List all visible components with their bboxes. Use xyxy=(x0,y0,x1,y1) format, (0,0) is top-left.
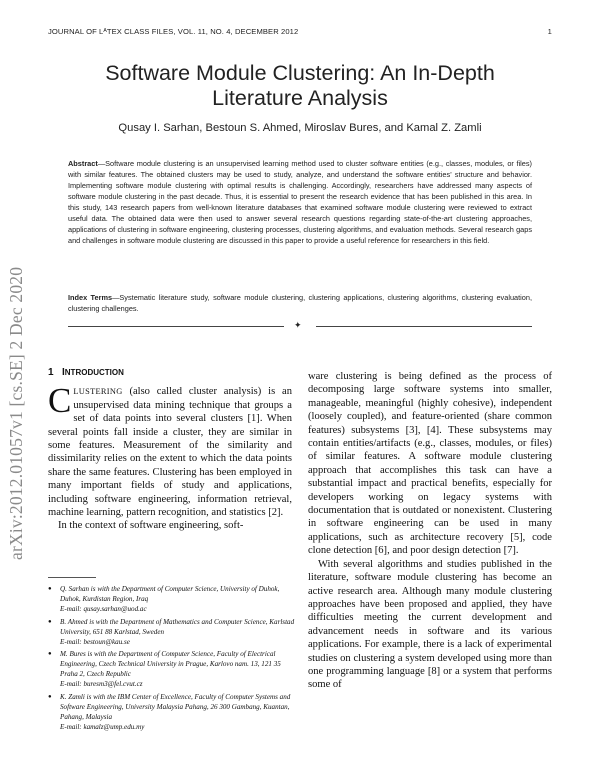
footnote-text: K. Zamli is with the IBM Center of Excellence, Faculty of Computer Systems and Software Engineering, University Malaysia Pahang, 26 300 Gambang, Kuantan, Pahang, Malaysia xyxy=(60,693,291,721)
index-terms-label: Index Terms xyxy=(68,293,113,302)
author-list: Qusay I. Sarhan, Bestoun S. Ahmed, Miroslav Bures, and Kamal Z. Zamli xyxy=(118,122,482,134)
divider-line-right xyxy=(316,326,532,327)
intro-paragraph-2: In the context of software engineering, soft- xyxy=(58,520,244,532)
running-header xyxy=(48,27,552,36)
right-paragraph-1: ware clustering is being defined as the process of decomposing large software systems into smaller, manageable, meaningful (highly cohesive), independent (loosely coupled), and feature-oriented (share common features) subsystems [3], [4]. These subsystems may contain entities/artifacts (e.g., classes, modules, or files) of similar features. A software module clustering approach that accomplishes this task can have a substantial impact and practical benefits, especially for developers working on legacy systems with documentation that is outdated or nonexistent. Clustering in software engineering can be used in many applications, such as architecture recovery [5], code clone detection [6], and poor design detection [7]. xyxy=(308,371,552,557)
title-line-2: Literature Analysis xyxy=(212,86,388,110)
footnote-item xyxy=(48,585,298,615)
bullet-icon: ● xyxy=(48,651,52,658)
arxiv-watermark: arXiv:2012.01057v1 [cs.SE] 2 Dec 2020 xyxy=(6,266,26,560)
left-column xyxy=(48,366,292,533)
abstract-text: —Software module clustering is an unsupervised learning method used to cluster software entities (e.g., classes, modules, or files) with similar features. The obtained clusters may be used to study, analyze, and understand the software entities’ structure and behavior. Implementing software module clustering with optimal results is challenging. Accordingly, researchers have addressed many aspects of software module clustering in the past decade. Thus, it is essential to present the research evidence that has been published in this area. In this study, 143 research papers from well-known literature databases that examined software module clustering were reviewed to extract useful data. The obtained data were then used to answer several research questions regarding state-of-the-art clustering approaches, applications of clustering in software engineering, clustering processes, clustering algorithms, and evaluation methods. Several research gaps and challenges in software module clustering are discussed in this paper to provide a useful reference for researchers in this field. xyxy=(68,159,532,246)
page-number: 1 xyxy=(547,27,552,36)
abstract-label: Abstract xyxy=(68,159,98,168)
section-number: 1 xyxy=(48,367,54,378)
index-terms-text: —Systematic literature study, software module clustering, clustering applications, clustering algorithms, clustering evaluation, clustering challenges. xyxy=(68,293,532,314)
drop-cap: C xyxy=(48,381,72,421)
footnote-text: Q. Sarhan is with the Department of Computer Science, University of Duhok, Duhok, Kurdistan Region, Iraq xyxy=(60,585,280,603)
paper-title xyxy=(0,61,600,111)
intro-text-1: (also called cluster analysis) is an unsupervised data mining technique that groups a set of data points into several clusters [1]. When several points fall inside a cluster, they are similar in some features. Measurement of the similarity and dissimilarity relies on the extent to which the data points share the same features. Clustering has been employed in many important fields of study and applications, including software engineering, information retrieval, machine learning, pattern recognition, and statistics [2]. xyxy=(48,386,292,519)
right-paragraph-2: With several algorithms and studies published in the literature, software module clustering has become an active research area. Although many module clustering approaches have been proposed and applied, they have difficulties meeting the current development and advancement needs in software and its various applications. For example, there is a lack of experimental studies on clustering a system developed using more than one programming language [8] or a system that performs some of xyxy=(308,558,552,691)
title-line-1: Software Module Clustering: An In-Depth xyxy=(105,61,495,85)
intro-smallcaps: LUSTERING xyxy=(73,387,123,397)
section-title-rest: NTRODUCTION xyxy=(64,368,124,377)
footnote-text: B. Ahmed is with the Department of Mathematics and Computer Science, Karlstad University, 651 88 Karlstad, Sweden xyxy=(60,617,295,636)
footnote-text: M. Bures is with the Department of Computer Science, Faculty of Electrical Engineering, Czech Technical University in Prague, Karlovo nam. 13, 121 35 Praha 2, Czech Republic xyxy=(60,650,281,679)
right-column xyxy=(308,370,552,692)
bullet-icon: ● xyxy=(48,618,52,625)
intro-paragraph-1 xyxy=(48,381,292,519)
section-divider xyxy=(68,321,532,331)
footnote-item xyxy=(48,650,298,690)
footnote-item xyxy=(48,618,298,648)
journal-header: JOURNAL OF LᴬTEX CLASS FILES, VOL. 11, NO. 4, DECEMBER 2012 xyxy=(48,27,299,36)
section-title-first: I xyxy=(62,367,65,378)
footnote-item xyxy=(48,693,298,733)
index-terms xyxy=(68,292,532,314)
footnote-rule xyxy=(48,577,96,578)
footnote-email: E-mail: qusay.sarhan@uod.ac xyxy=(60,604,147,613)
footnotes xyxy=(48,585,298,736)
divider-line-left xyxy=(68,326,284,327)
footnote-email: E-mail: kamalz@ump.edu.my xyxy=(60,722,145,731)
bullet-icon: ● xyxy=(48,694,52,701)
section-heading xyxy=(48,366,292,379)
footnote-email: E-mail: bestoun@kau.se xyxy=(60,637,130,646)
footnote-email: E-mail: buresm3@fel.cvut.cz xyxy=(60,680,143,689)
abstract xyxy=(68,158,532,246)
bullet-icon: ● xyxy=(48,586,52,592)
divider-ornament-icon: ✦ xyxy=(294,321,302,331)
